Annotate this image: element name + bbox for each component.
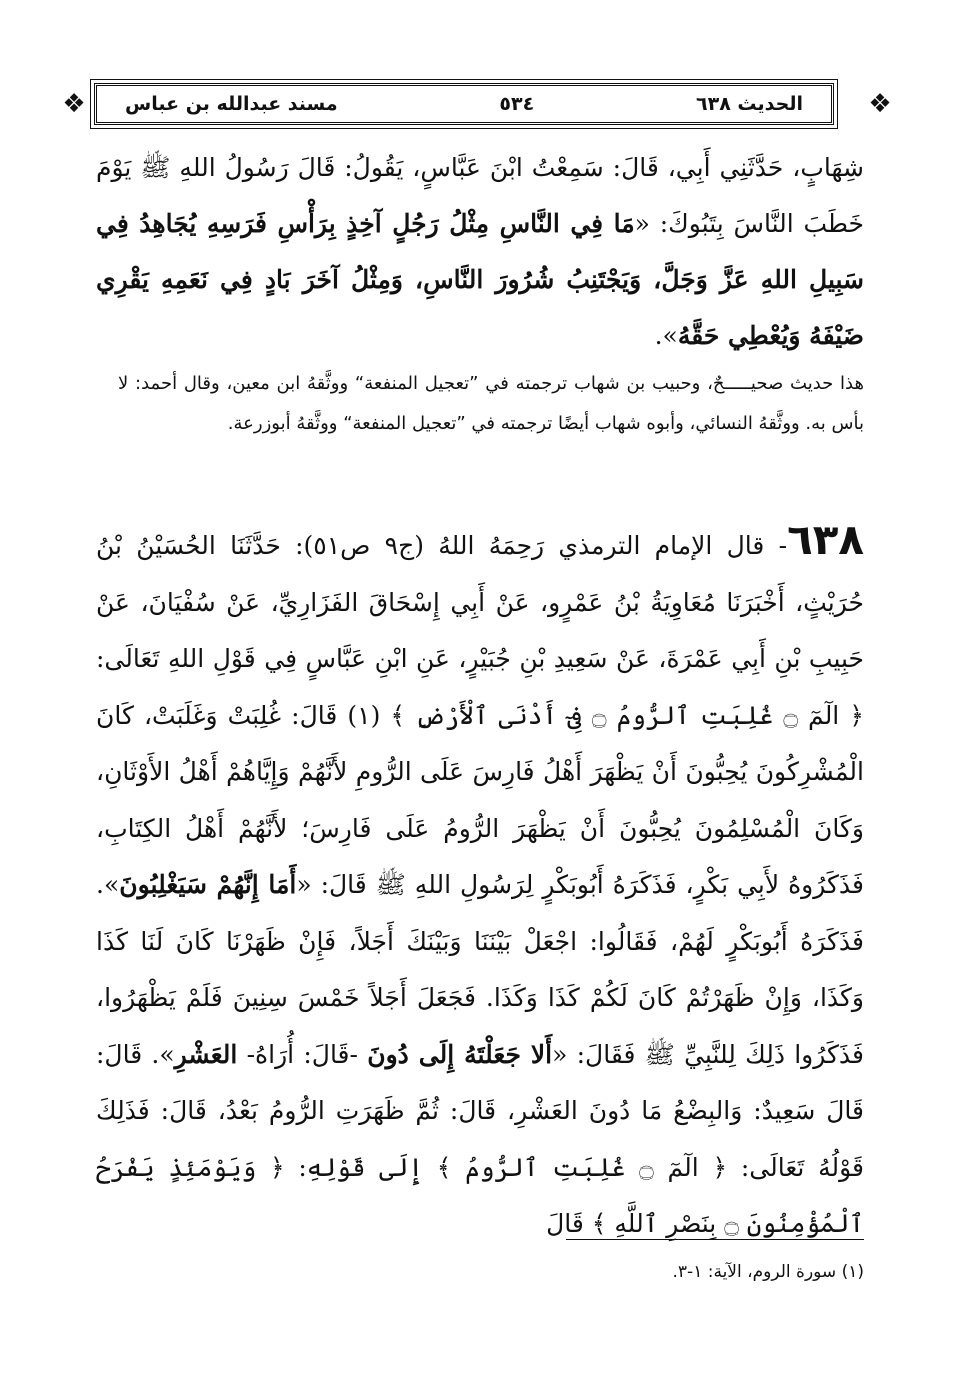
commentary-paragraph: هذا حديث صحيـــــحٌ، وحبيب بن شهاب ترجمته في ”تعجيل المنفعة“ ووثَّقهُ ابن معين، وقال أحمد: لا بأس به. ووثَّقهُ النسائي، وأبوه شهاب أيضًا ترجمته في ”تعجيل المنفعة“ ووثَّقهُ أبوزرعة. bbox=[118, 373, 864, 434]
running-header bbox=[94, 83, 834, 125]
prophet-quote-1: أَمَا إِنَّهُمْ سَيَغْلِبُونَ bbox=[119, 870, 297, 899]
header-ornament-right-icon: ❖ bbox=[868, 89, 892, 119]
book-title: مسند عبدالله بن عباس bbox=[125, 93, 338, 115]
prophet-quote-2: أَلا جَعَلْتَهُ إِلَى دُونَ bbox=[367, 1039, 553, 1069]
page-number: ٥٣٤ bbox=[499, 93, 535, 115]
hadith-intro: - قال الإمام الترمذي رَحِمَهُ اللهُ (ج٩ ص٥١): حَدَّثَنَا الحُسَيْنُ بْنُ حُرَيْثٍ، أَخْبَرَنَا مُعَاوِيَةُ بْنُ عَمْرٍو، عَنْ أَبِي إِسْحَاقَ الفَزَارِيِّ، عَنْ سُفْيَانَ، عَنْ حَبِيبِ بْنِ أَبِي عَمْرَةَ، عَنْ سَعِيدِ بْنِ جُبَيْرٍ، عَنِ ابْنِ عَبَّاسٍ فِي قَوْلِ اللهِ تَعَالَى: ﴿ الٓمٓ ۝ غُلِبَتِ ٱلرُّومُ ۝ فِىٓ أَدْنَى ٱلْأَرْضِ ﴾ (١) قَالَ: غُلِبَتْ وَغَلَبَتْ، كَانَ الْمُشْرِكُونَ يُحِبُّونَ أَنْ يَظْهَرَ أَهْلُ فَارِسَ عَلَى الرُّومِ لأَنَّهُمْ وَإِيَّاهُمْ أَهْلُ الأَوْثَانِ، وَكَانَ الْمُسْلِمُونَ يُحِبُّونَ أَنْ يَظْهَرَ الرُّومُ عَلَى فَارِسَ؛ لأَنَّهُمْ أَهْلُ الكِتَابِ، فَذَكَرُوهُ لأَبِي بَكْرٍ، فَذَكَرَهُ أَبُوبَكْرٍ لِرَسُولِ اللهِ ﷺ قَالَ: « bbox=[96, 531, 865, 899]
hadith-number: ٦٣٨ bbox=[787, 515, 864, 564]
footnote: (١) سورة الروم، الآية: ١-٣. bbox=[672, 1262, 864, 1282]
hadith-middle: ». فَذَكَرَهُ أَبُوبَكْرٍ لَهُمْ، فَقَالُوا: اجْعَلْ بَيْنَنَا وَبَيْنَكَ أَجَلاً، فَإِنْ ظَهَرْنَا كَانَ لَنَا كَذَا وَكَذَا، وَإِنْ ظَهَرْتُمْ كَانَ لَكُمْ كَذَا وَكَذَا. فَجَعَلَ أَجَلاً خَمْسَ سِنِينَ فَلَمْ يَظْهَرُوا، فَذَكَرُوا ذَلِكَ لِلنَّبِيِّ ﷺ فَقَالَ: « bbox=[96, 870, 864, 1069]
hadith-matn: مَا فِي النَّاسِ مِثْلُ رَجُلٍ آخِذٍ بِرَأْسِ فَرَسِهِ يُجَاهِدُ فِي سَبِيلِ اللهِ عَزَّ وَجَلَّ، وَيَجْتَنِبُ شُرُورَ النَّاسِ، وَمِثْلُ آخَرَ بَادٍ فِي نَعَمِهِ يَقْرِي ضَيْفَهُ وَيُعْطِي حَقَّهُ bbox=[96, 209, 864, 350]
hadith-label: الحديث ٦٣٨ bbox=[696, 93, 803, 115]
prophet-quote-3: العَشْرِ bbox=[174, 1039, 238, 1069]
footnote-divider bbox=[566, 1239, 864, 1240]
header-ornament-left-icon: ❖ bbox=[62, 89, 86, 119]
hadith-637-continuation bbox=[96, 140, 864, 364]
hadith-638 bbox=[96, 512, 864, 1253]
narrator-aside: -قَالَ: أُرَاهُ- bbox=[237, 1039, 368, 1069]
context-text: يَوْمَ خَطَبَ النَّاسَ بِتَبُوكَ: « bbox=[96, 153, 864, 238]
closing-quote: ». bbox=[654, 321, 678, 350]
isnad-text: شِهَابٍ، حَدَّثَنِي أَبِي، قَالَ: سَمِعْتُ ابْنَ عَبَّاسٍ، يَقُولُ: قَالَ رَسُولُ اللهِ ﷺ bbox=[140, 153, 865, 182]
hadith-ending: ». قَالَ: قَالَ سَعِيدٌ: وَالبِضْعُ مَا دُونَ العَشْرِ، قَالَ: ثُمَّ ظَهَرَتِ الرُّومُ بَعْدُ، قَالَ: فَذَلِكَ قَوْلُهُ تَعَالَى: ﴿ الٓمٓ ۝ غُلِبَتِ ٱلرُّومُ ﴾ إِلَى قَوْلِهِ: ﴿ وَيَوْمَئِذٍ يَفْرَحُ ٱلْمُؤْمِنُونَ ۝ بِنَصْرِ ٱللَّهِ ﴾ قَالَ bbox=[96, 1039, 864, 1238]
